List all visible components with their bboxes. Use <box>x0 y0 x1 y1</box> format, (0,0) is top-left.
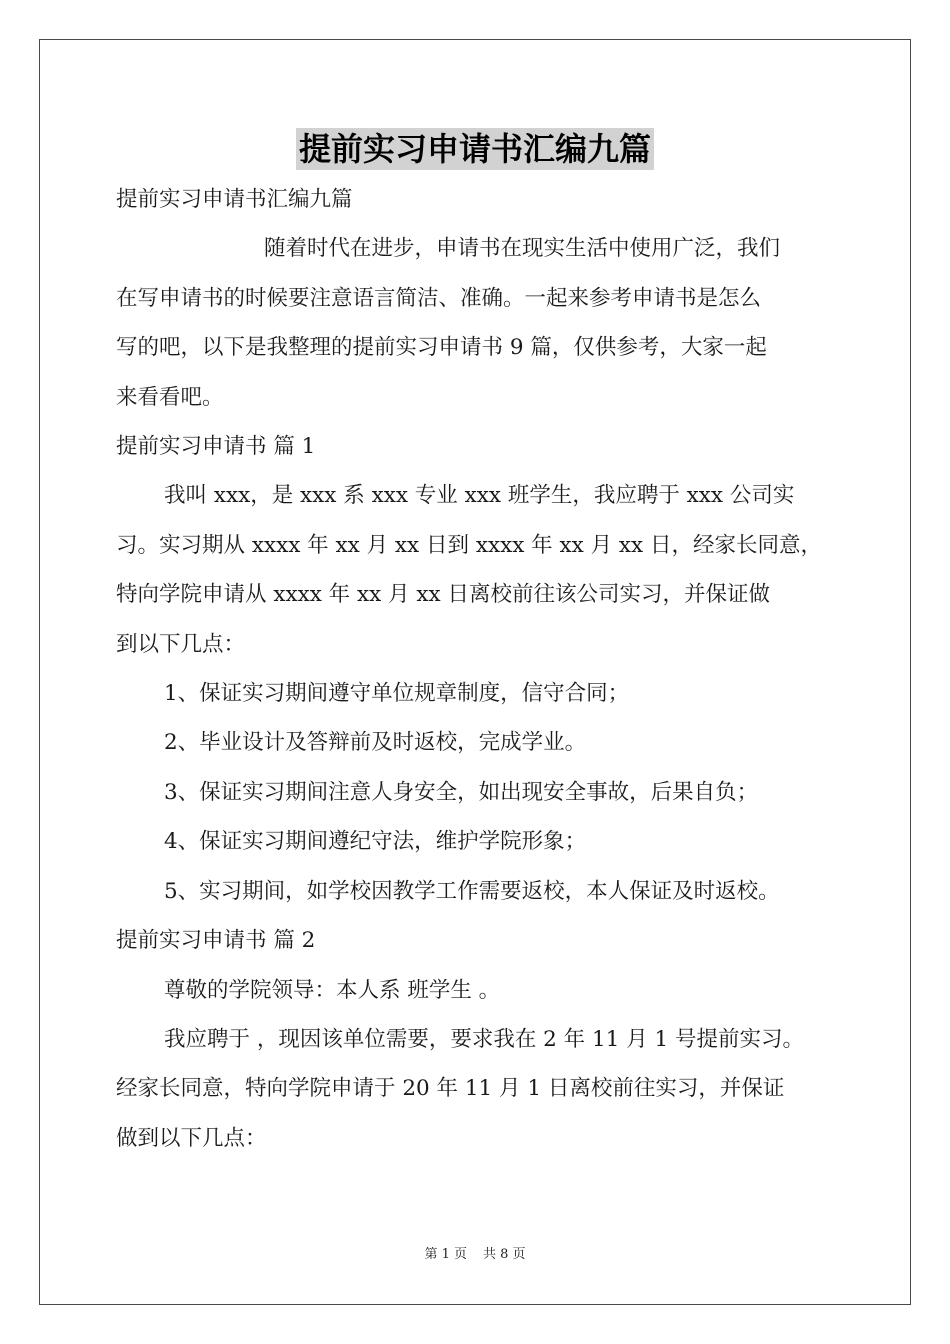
paragraph-line: 经家长同意，特向学院申请于 20 年 11 月 1 日离校前往实习，并保证 <box>116 1076 785 1102</box>
salutation-line: 尊敬的学院领导：本人系 班学生 。 <box>164 977 501 1003</box>
page-total: 共 8 页 <box>483 1247 526 1262</box>
section-heading-2: 提前实习申请书 篇 2 <box>116 928 316 954</box>
list-item-2: 2、毕业设计及答辩前及时返校，完成学业。 <box>164 730 587 756</box>
list-item-5: 5、实习期间，如学校因教学工作需要返校，本人保证及时返校。 <box>164 878 780 904</box>
paragraph-line: 到以下几点： <box>116 631 246 657</box>
page-footer <box>0 1246 950 1264</box>
document-body <box>116 175 844 1163</box>
section-heading-1: 提前实习申请书 篇 1 <box>116 434 316 460</box>
subtitle-line: 提前实习申请书汇编九篇 <box>116 187 353 212</box>
title-container <box>0 128 950 170</box>
list-item-4: 4、保证实习期间遵纪守法，维护学院形象； <box>164 829 587 855</box>
page-number: 第 1 页 <box>424 1247 467 1262</box>
document-title: 提前实习申请书汇编九篇 <box>296 128 654 170</box>
paragraph-line: 做到以下几点： <box>116 1125 267 1151</box>
intro-line-4: 来看看吧。 <box>116 384 224 410</box>
paragraph-line: 我应聘于 ，现因该单位需要，要求我在 2 年 11 月 1 号提前实习。 <box>164 1026 805 1052</box>
intro-line-1: 随着时代在进步，申请书在现实生活中使用广泛，我们 <box>264 236 781 262</box>
intro-line-3: 写的吧，以下是我整理的提前实习申请书 9 篇，仅供参考，大家一起 <box>116 335 767 361</box>
paragraph-line: 习。实习期从 xxxx 年 xx 月 xx 日到 xxxx 年 xx 月 xx 日，经家长同意， <box>116 532 823 558</box>
intro-line-2: 在写申请书的时候要注意语言简洁、准确。一起来参考申请书是怎么 <box>116 285 762 311</box>
list-item-1: 1、保证实习期间遵守单位规章制度，信守合同； <box>164 681 630 707</box>
paragraph-line: 我叫 xxx，是 xxx 系 xxx 专业 xxx 班学生，我应聘于 xxx 公司实 <box>164 483 795 509</box>
list-item-3: 3、保证实习期间注意人身安全，如出现安全事故，后果自负； <box>164 779 759 805</box>
paragraph-line: 特向学院申请从 xxxx 年 xx 月 xx 日离校前往该公司实习，并保证做 <box>116 582 771 608</box>
